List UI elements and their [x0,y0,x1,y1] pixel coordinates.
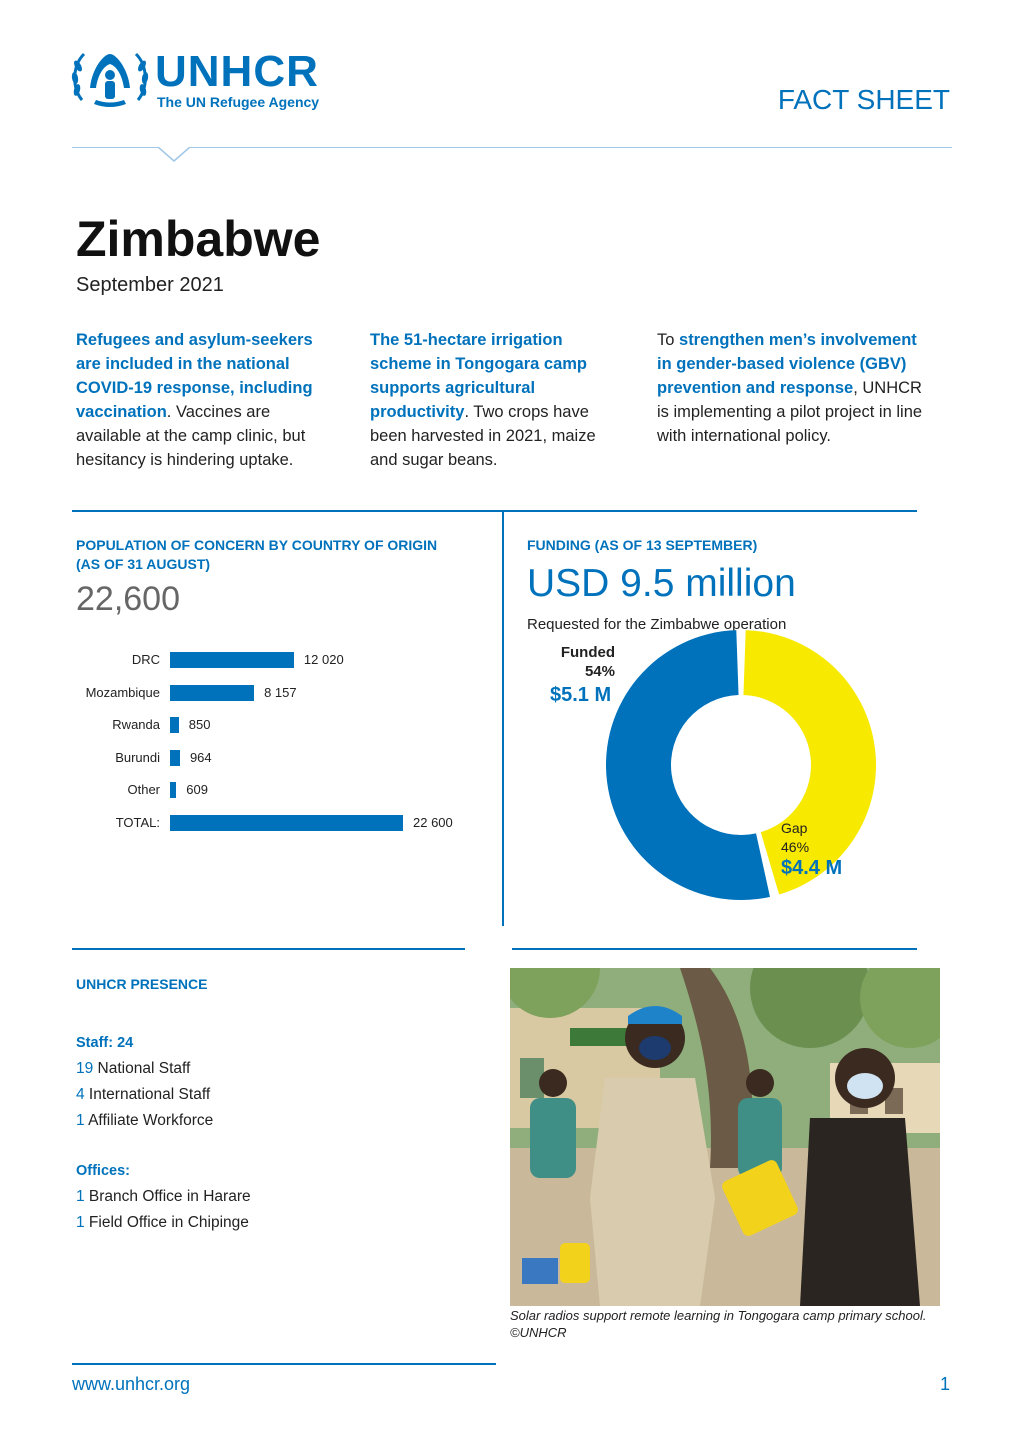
population-heading-line2: (AS OF 31 AUGUST) [76,556,211,572]
office-chipinge-label: Field Office in Chipinge [84,1214,249,1231]
vertical-divider [502,512,504,926]
bar-value-5: 22 600 [413,815,453,830]
bar-1 [170,685,254,701]
gap-label-block [781,819,809,857]
population-total: 22,600 [76,580,180,618]
photo-solar-radio-handover [510,968,940,1306]
bar-label-4: Other [127,782,160,798]
funded-pct: 54% [584,663,615,680]
highlight-2-rest: . Two crops have been harvested in 2021, maize and sugar beans. [370,403,596,469]
office-harare [76,1184,251,1210]
bar-label-1: Mozambique [85,684,160,700]
highlight-3-bold: strengthen men’s involvement in gender-based violence (GBV) prevention and response [657,331,917,397]
office-chipinge [76,1210,251,1236]
footer-url-link[interactable]: www.unhcr.org [72,1374,191,1394]
staff-international-label: International Staff [84,1086,211,1103]
header-divider [72,147,952,148]
doc-type: FACT SHEET [777,84,950,115]
highlight-3-pre: To [657,331,680,349]
funding-amount: USD 9.5 million [527,562,796,605]
funding-requested: Requested for the Zimbabwe operation [527,616,787,633]
page-date: September 2021 [76,274,224,296]
gap-pct: 46% [781,839,810,855]
bar-value-0: 12 020 [303,652,344,667]
funded-amount: $5.1 M [550,684,612,706]
population-heading [76,536,437,574]
bar-2 [170,717,179,733]
bar-value-2: 850 [188,717,211,733]
bar-label-3: Burundi [115,749,160,765]
office-chipinge-count: 1 [76,1214,85,1231]
staff-list [76,1030,213,1134]
unhcr-logo-emblem [70,48,150,110]
office-harare-count: 1 [76,1188,85,1205]
donut-slice-gap [743,630,876,894]
highlight-1-rest: . Vaccines are available at the camp clinic, but hesitancy is hindering uptake. [76,403,306,469]
bar-5 [170,815,403,831]
offices-heading: Offices: [76,1163,130,1179]
presence-divider [72,948,465,950]
footer-divider [72,1363,496,1365]
offices-list [76,1158,251,1236]
highlight-1-bold: Refugees and asylum-seekers are included in the national COVID-19 response, including vaccination [76,331,313,421]
highlight-3 [657,328,927,448]
bar-label-0: DRC [131,652,160,667]
bar-value-3: 964 [189,749,212,765]
divider-notch [158,147,190,168]
gap-label: Gap [781,820,808,836]
bar-value-1: 8 157 [264,684,297,700]
funded-label: Funded [560,644,615,661]
highlight-1 [76,328,336,472]
highlight-2-bold: The 51-hectare irrigation scheme in Tongogara camp supports agricultural productivity [370,331,587,421]
highlight-3-rest: , UNHCR is implementing a pilot project in line with international policy. [657,379,923,445]
staff-national-count: 19 [76,1060,94,1077]
staff-affiliate-label: Affiliate Workforce [84,1112,214,1129]
bar-3 [170,750,180,766]
unhcr-logo-text: UNHCR [155,47,319,96]
gap-amount: $4.4 M [781,857,843,879]
staff-international-count: 4 [76,1086,85,1103]
photo-caption: Solar radios support remote learning in Tongogara camp primary school. ©UNHCR [510,1308,927,1340]
population-bar-chart [70,648,490,838]
bar-0 [170,652,294,668]
staff-affiliate [76,1108,213,1134]
photo-divider [512,948,917,950]
staff-national-label: National Staff [93,1060,191,1077]
bar-label-2: Rwanda [112,717,160,733]
staff-international [76,1082,213,1108]
staff-heading: Staff: 24 [76,1035,134,1051]
funding-heading: FUNDING (AS OF 13 SEPTEMBER) [527,537,758,553]
bar-4 [170,782,176,798]
staff-national [76,1056,213,1082]
page-number: 1 [939,1374,950,1394]
presence-heading: UNHCR PRESENCE [76,976,208,992]
unhcr-logo-subtitle: The UN Refugee Agency [157,94,320,110]
bar-label-5: TOTAL: [115,815,160,830]
office-harare-label: Branch Office in Harare [84,1188,251,1205]
population-heading-line1: POPULATION OF CONCERN BY COUNTRY OF ORIGIN [76,537,438,553]
section-divider [72,510,917,512]
staff-affiliate-count: 1 [76,1112,85,1129]
bar-value-4: 609 [186,782,208,798]
page-title: Zimbabwe [76,211,321,267]
highlight-2 [370,328,620,472]
